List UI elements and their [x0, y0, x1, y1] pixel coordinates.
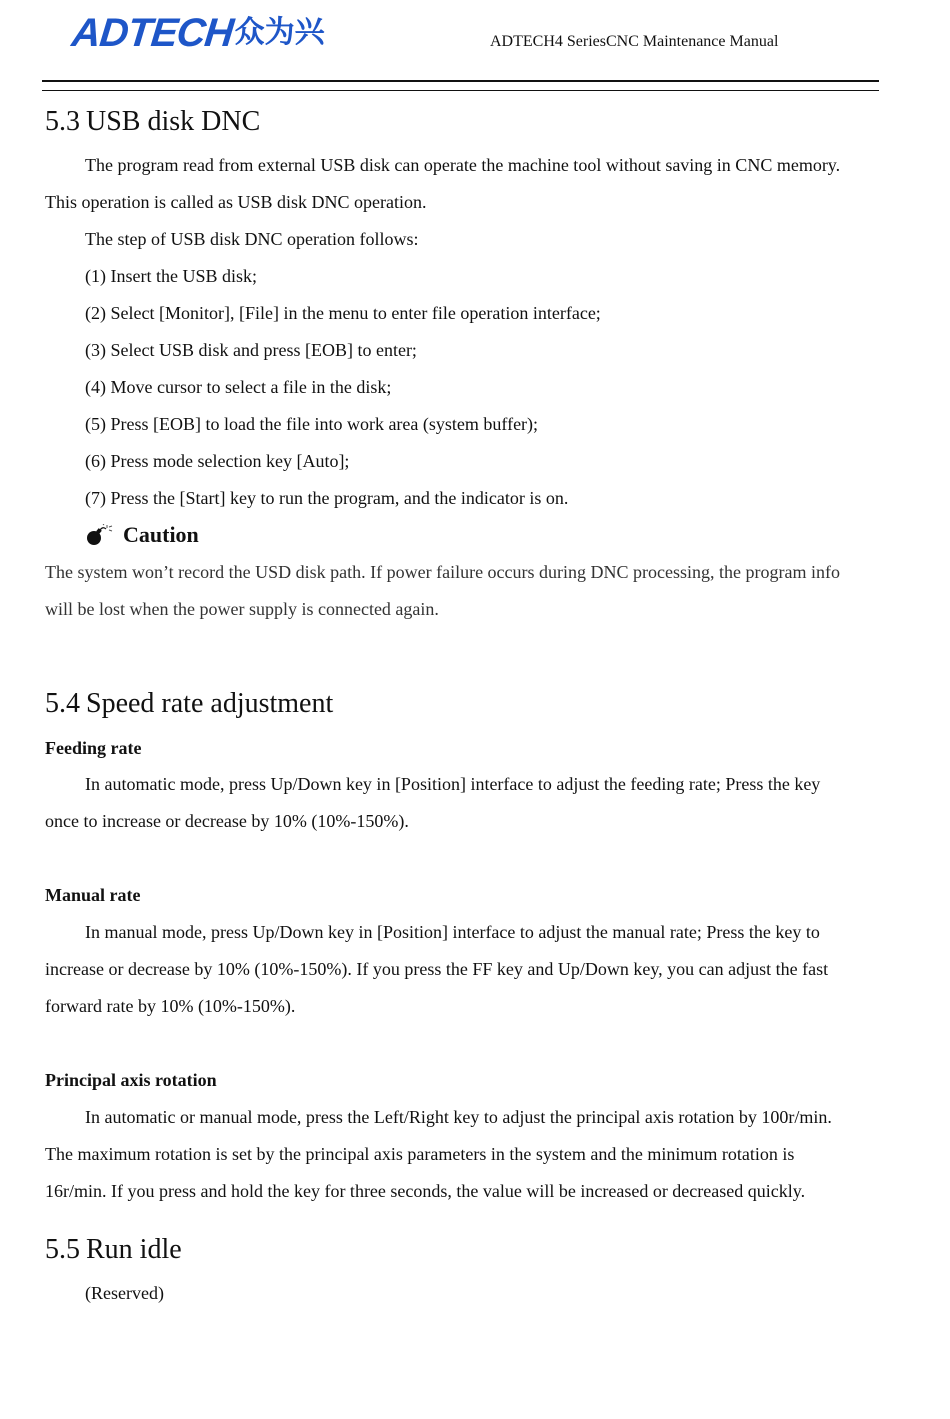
step-item: (1) Insert the USB disk; [85, 266, 257, 286]
caution-label: Caution [123, 522, 199, 547]
section-heading-5-4 [45, 688, 333, 720]
step-item: (4) Move cursor to select a file in the disk; [85, 377, 392, 397]
paragraph-line: 16r/min. If you press and hold the key for three seconds, the value will be increased or decreased quickly. [45, 1181, 806, 1201]
section-number: 5.5 [45, 1234, 80, 1265]
paragraph-line: The maximum rotation is set by the principal axis parameters in the system and the minimum rotation is [45, 1144, 795, 1164]
section-heading-5-5 [45, 1234, 182, 1266]
caution-text: The system won’t record the USD disk path. If power failure occurs during DNC processing, the program info [45, 562, 840, 582]
subheading-manual-rate: Manual rate [45, 885, 141, 905]
header-rule-thick [42, 80, 879, 82]
header-title: ADTECH4 SeriesCNC Maintenance Manual [490, 33, 779, 50]
paragraph-line: This operation is called as USB disk DNC operation. [45, 192, 427, 212]
header-rule-thin [42, 90, 879, 91]
step-item: (7) Press the [Start] key to run the program, and the indicator is on. [85, 488, 569, 508]
paragraph-line: forward rate by 10% (10%-150%). [45, 996, 296, 1016]
paragraph-line: increase or decrease by 10% (10%-150%). If you press the FF key and Up/Down key, you can adjust the fast [45, 959, 829, 979]
paragraph-line: (Reserved) [85, 1283, 164, 1303]
paragraph-line: The step of USB disk DNC operation follows: [85, 229, 419, 249]
step-item: (6) Press mode selection key [Auto]; [85, 451, 350, 471]
section-title: Run idle [86, 1234, 182, 1265]
caution-heading [85, 522, 199, 548]
paragraph-line: once to increase or decrease by 10% (10%-150%). [45, 811, 409, 831]
caution-text: will be lost when the power supply is connected again. [45, 599, 439, 619]
section-number: 5.3 [45, 106, 80, 137]
subheading-feeding-rate: Feeding rate [45, 738, 142, 758]
section-number: 5.4 [45, 688, 80, 719]
section-title: USB disk DNC [86, 106, 261, 137]
logo-chinese-name: 众为兴 [234, 15, 325, 50]
logo-wordmark: ADTECH [69, 11, 235, 55]
subheading-principal-axis-rotation: Principal axis rotation [45, 1070, 217, 1090]
step-item: (2) Select [Monitor], [File] in the menu to enter file operation interface; [85, 303, 601, 323]
paragraph-line: In automatic or manual mode, press the Left/Right key to adjust the principal axis rotation by 100r/min. [85, 1107, 832, 1127]
paragraph-line: The program read from external USB disk can operate the machine tool without saving in CNC memory. [85, 155, 841, 175]
adtech-logo [69, 11, 325, 55]
bomb-icon [85, 524, 113, 546]
step-item: (3) Select USB disk and press [EOB] to enter; [85, 340, 417, 360]
step-item: (5) Press [EOB] to load the file into work area (system buffer); [85, 414, 539, 434]
section-title: Speed rate adjustment [86, 688, 334, 719]
paragraph-line: In manual mode, press Up/Down key in [Position] interface to adjust the manual rate; Press the key to [85, 922, 820, 942]
paragraph-line: In automatic mode, press Up/Down key in [Position] interface to adjust the feeding rate; Press the key [85, 774, 821, 794]
section-heading-5-3 [45, 106, 260, 138]
